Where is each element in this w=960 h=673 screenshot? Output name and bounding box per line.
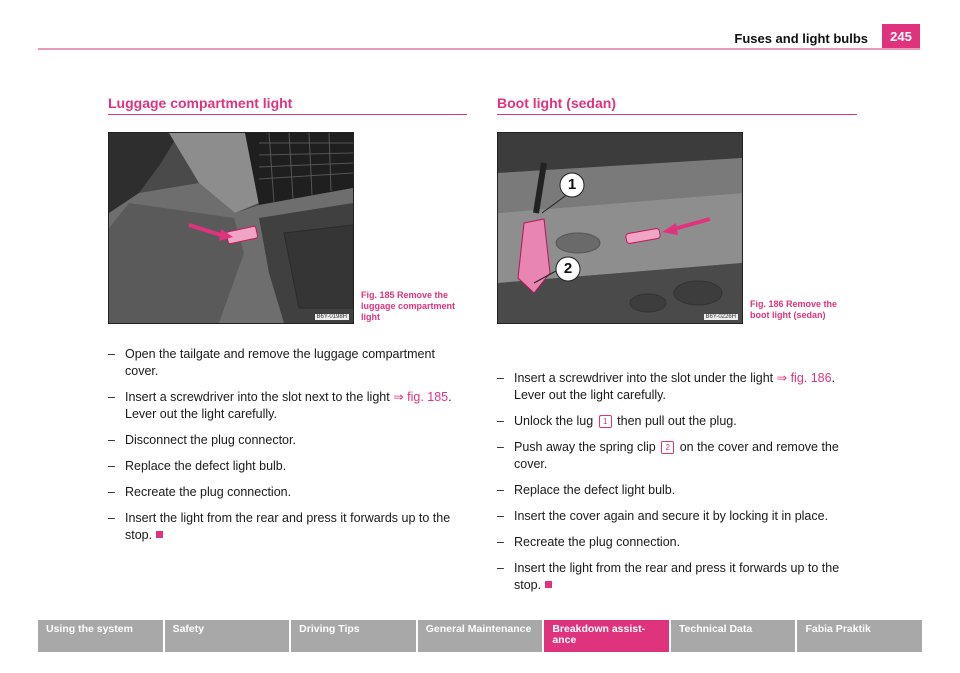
list-item: – Replace the defect light bulb.: [497, 483, 676, 497]
footer-tab-fabia-praktik[interactable]: Fabia Praktik: [797, 620, 922, 652]
figure-186-caption: [750, 299, 837, 321]
list-item: – Recreate the plug connection.: [108, 485, 292, 499]
section-title-luggage-light: Luggage compartment light: [108, 95, 293, 111]
section-end-marker: [545, 581, 552, 588]
section-title-boot-light: Boot light (sedan): [497, 95, 616, 111]
list-item: – Insert the cover again and secure it by locking it in place.: [497, 509, 829, 523]
figure-code-185: B6Y-0198H: [316, 314, 347, 320]
caption-line: luggage compartment: [361, 301, 456, 311]
figure-185-luggage-light: [108, 132, 354, 324]
list-item: – Replace the defect light bulb.: [108, 459, 287, 473]
footer-tab-technical-data[interactable]: Technical Data: [671, 620, 796, 652]
right-steps-list: [497, 370, 857, 603]
header-rule: [38, 48, 920, 50]
list-item: – Insert a screwdriver into the slot next to the light ⇒ fig. 185. Lever out the light carefully.: [108, 390, 452, 421]
list-item: – Insert the light from the rear and press it forwards up to the stop.: [497, 561, 840, 592]
list-item: – Insert the light from the rear and press it forwards up to the stop.: [108, 511, 451, 542]
footer-tab-driving-tips[interactable]: Driving Tips: [291, 620, 416, 652]
caption-line: light: [361, 312, 380, 322]
section-end-marker: [156, 531, 163, 538]
running-header-title: Fuses and light bulbs: [734, 31, 868, 46]
luggage-compartment-illustration: [109, 133, 353, 323]
callout-badge-1: 1: [599, 415, 612, 428]
figure-185-link[interactable]: ⇒ fig. 185: [393, 390, 449, 404]
callout-badge-2: 2: [661, 441, 674, 454]
footer-tab-general-maintenance[interactable]: General Maintenance: [418, 620, 543, 652]
left-steps-list: [108, 346, 463, 553]
callout-2: 2: [563, 260, 573, 277]
caption-line: Fig. 185 Remove the: [361, 290, 449, 300]
section-rule-left: [108, 114, 467, 115]
list-item: – Disconnect the plug connector.: [108, 433, 296, 447]
figure-186-link[interactable]: ⇒ fig. 186: [776, 371, 832, 385]
list-item: – Push away the spring clip 2 on the cover and remove the cover.: [497, 440, 839, 471]
caption-line: boot light (sedan): [750, 310, 826, 320]
callout-1: 1: [567, 176, 577, 193]
caption-line: Fig. 186 Remove the: [750, 299, 838, 309]
list-item: – Insert a screwdriver into the slot under the light ⇒ fig. 186. Lever out the light carefully.: [497, 371, 836, 402]
footer-nav: [38, 620, 922, 652]
footer-tab-safety[interactable]: Safety: [165, 620, 290, 652]
figure-185-caption: [361, 290, 455, 323]
page-number: 245: [882, 24, 920, 49]
list-item: – Recreate the plug connection.: [497, 535, 681, 549]
footer-tab-using-the-system[interactable]: Using the system: [38, 620, 163, 652]
boot-lid-illustration: [498, 133, 742, 323]
list-item: – Unlock the lug 1 then pull out the plug.: [497, 414, 737, 428]
section-rule-right: [497, 114, 857, 115]
figure-code-186: B6Y-0226H: [705, 314, 736, 320]
footer-tab-breakdown-assistance[interactable]: Breakdown assist-ance: [544, 620, 669, 652]
figure-186-boot-light: [497, 132, 743, 324]
list-item: – Open the tailgate and remove the luggage compartment cover.: [108, 347, 435, 378]
